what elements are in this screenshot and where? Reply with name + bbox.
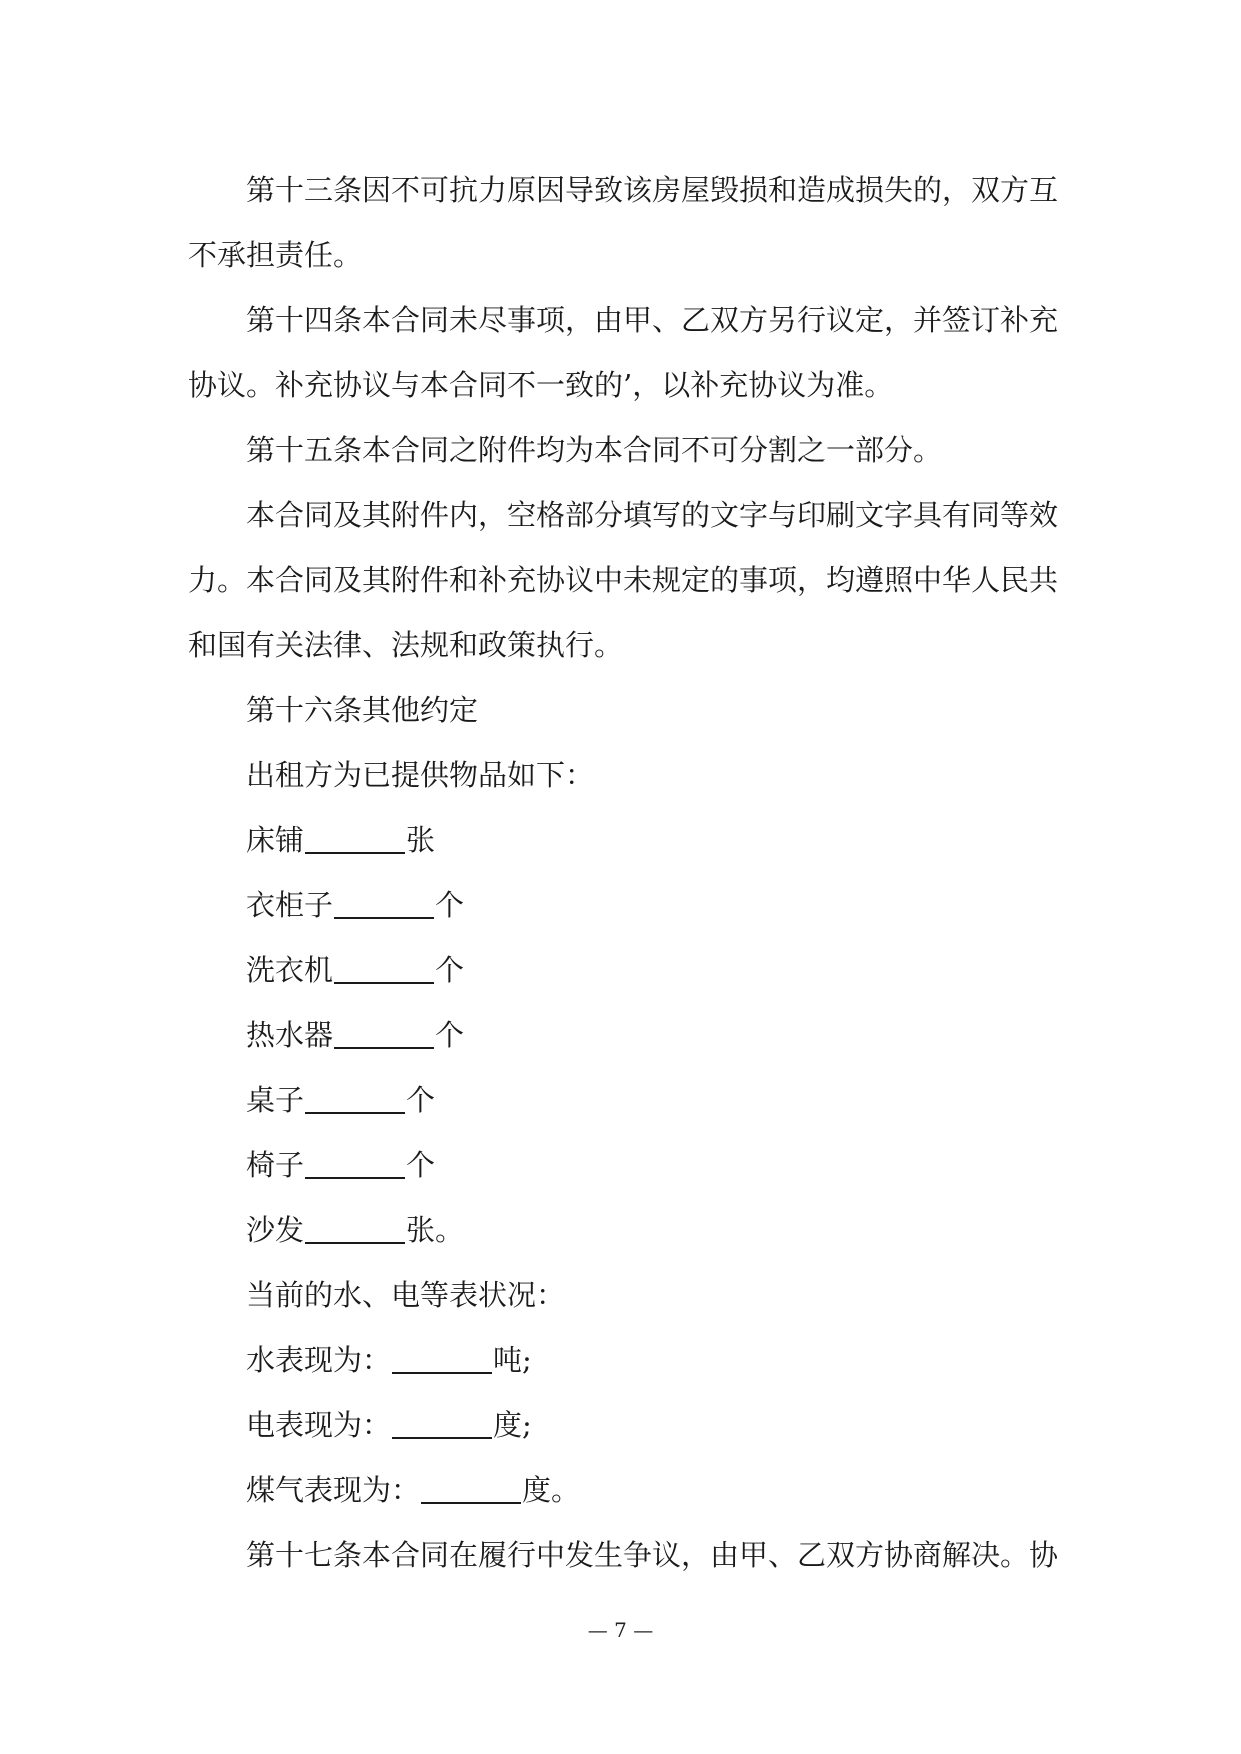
item-row-wardrobe [188, 873, 1064, 938]
item-label: 椅子 [246, 1148, 305, 1182]
meter-label: 水表现为： [246, 1343, 392, 1377]
item-label: 洗衣机 [246, 953, 334, 987]
meter-row-electric [188, 1393, 1064, 1458]
item-row-water-heater [188, 1003, 1064, 1068]
article-15-line-1: 第十五条本合同之附件均为本合同不可分割之一部分。 [246, 433, 943, 467]
article-14-line-1: 第十四条本合同未尽事项，由甲、乙双方另行议定，并签订补充 [246, 303, 1059, 337]
item-label: 热水器 [246, 1018, 334, 1052]
meter-unit: 度。 [522, 1473, 581, 1507]
item-label: 桌子 [246, 1083, 305, 1117]
document-body [188, 158, 1064, 1588]
fill-in-blank[interactable] [421, 1472, 521, 1504]
fill-in-blank[interactable] [305, 822, 405, 854]
fill-in-blank[interactable] [305, 1082, 405, 1114]
item-label: 衣柜子 [246, 888, 334, 922]
item-row-table [188, 1068, 1064, 1133]
item-row-chair [188, 1133, 1064, 1198]
article-13-line-2: 不承担责任。 [188, 238, 363, 272]
meter-row-water [188, 1328, 1064, 1393]
item-unit: 个 [435, 1018, 465, 1052]
item-label: 沙发 [246, 1213, 305, 1247]
fill-in-blank[interactable] [334, 1017, 434, 1049]
meter-unit: 度; [493, 1408, 532, 1442]
effect-clause-line-1: 本合同及其附件内，空格部分填写的文字与印刷文字具有同等效 [246, 498, 1059, 532]
meter-unit: 吨; [493, 1343, 532, 1377]
item-unit: 个 [435, 888, 465, 922]
fill-in-blank[interactable] [305, 1147, 405, 1179]
meter-row-gas [188, 1458, 1064, 1523]
meter-label: 电表现为： [246, 1408, 392, 1442]
effect-clause-line-3: 和国有关法律、法规和政策执行。 [188, 628, 624, 662]
item-unit: 个 [406, 1083, 436, 1117]
fill-in-blank[interactable] [305, 1212, 405, 1244]
meter-label: 煤气表现为： [246, 1473, 421, 1507]
item-row-bed [188, 808, 1064, 873]
fill-in-blank[interactable] [392, 1342, 492, 1374]
item-label: 床铺 [246, 823, 305, 857]
article-17-line-1: 第十七条本合同在履行中发生争议，由甲、乙双方协商解决。协 [246, 1538, 1059, 1572]
item-unit: 张。 [406, 1213, 465, 1247]
item-unit: 张 [406, 823, 436, 857]
fill-in-blank[interactable] [334, 952, 434, 984]
fill-in-blank[interactable] [334, 887, 434, 919]
fill-in-blank[interactable] [392, 1407, 492, 1439]
item-row-washer [188, 938, 1064, 1003]
item-unit: 个 [406, 1148, 436, 1182]
item-unit: 个 [435, 953, 465, 987]
article-13-line-1: 第十三条因不可抗力原因导致该房屋毁损和造成损失的，双方互 [246, 173, 1059, 207]
page-number: — 7 — [587, 1618, 654, 1642]
item-row-sofa [188, 1198, 1064, 1263]
meters-intro: 当前的水、电等表状况： [246, 1278, 566, 1312]
article-14-line-2: 协议。补充协议与本合同不一致的’，以补充协议为准。 [188, 368, 894, 402]
effect-clause-line-2: 力。本合同及其附件和补充协议中未规定的事项，均遵照中华人民共 [188, 563, 1059, 597]
items-intro: 出租方为已提供物品如下： [246, 758, 595, 792]
article-16-title: 第十六条其他约定 [246, 693, 479, 727]
